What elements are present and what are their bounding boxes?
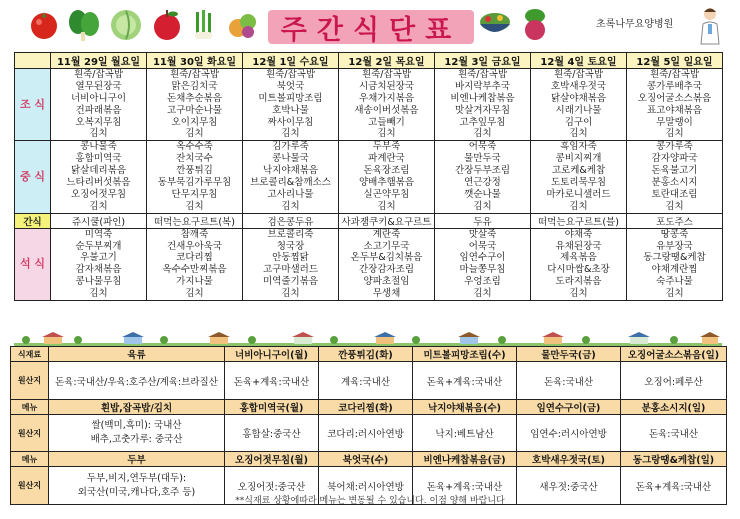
breakfast-cell: 흰죽/잡곡밥 맑은김치국 돈채추순볶음 고구마순나물 오이지무침 김치 bbox=[147, 69, 243, 141]
day-header: 12월 5일 일요일 bbox=[627, 53, 723, 69]
origin-value: 임연수:러시아연방 bbox=[517, 415, 621, 452]
origin-value: 낙지:베트남산 bbox=[413, 415, 517, 452]
lunch-cell: 옥수수죽 잔치국수 깐풍튀김 동부묵김가루무침 단무지무침 김치 bbox=[147, 141, 243, 213]
village-divider-decoration bbox=[14, 332, 722, 346]
footnote: **식재료 상황에따라 메뉴는 변동될 수 있습니다. 이점 양해 바랍니다 bbox=[235, 496, 505, 506]
origin-item-header: 육류 bbox=[49, 347, 225, 362]
lunch-cell: 두부죽 파계란국 돈육장조림 양배추햄볶음 실곤약무침 김치 bbox=[339, 141, 435, 213]
snack-cell: 떠먹는요구르트(복) bbox=[147, 213, 243, 228]
origin-row-label: 식재료 bbox=[11, 347, 49, 362]
origin-item-header: 너비아니구이(월) bbox=[225, 347, 319, 362]
radish-icon bbox=[518, 8, 552, 42]
origin-value: 계육:국내산 bbox=[319, 362, 413, 400]
vegetables-icon bbox=[226, 8, 260, 42]
origin-row-label: 메뉴 bbox=[11, 452, 49, 467]
dinner-cell: 참깨죽 건새우아욱국 코다리찜 옥수수만찌볶음 가지나물 김치 bbox=[147, 228, 243, 300]
snack-cell: 검은콩두유 bbox=[243, 213, 339, 228]
corner-cell bbox=[15, 53, 51, 69]
origin-item-header: 물만두국(금) bbox=[517, 347, 621, 362]
breakfast-row bbox=[15, 69, 723, 141]
origin-value: 오징어젓:중국산 bbox=[225, 467, 319, 505]
origin-item-header: 미트볼피망조림(수) bbox=[413, 347, 517, 362]
origin-value: 코다리:러시아연방 bbox=[319, 415, 413, 452]
origin-header-row bbox=[11, 400, 727, 415]
dinner-cell: 계란죽 소고기무국 온두부&김치볶음 간장감자조림 양파초절임 무생채 bbox=[339, 228, 435, 300]
lunch-row bbox=[15, 141, 723, 213]
green-onion-icon bbox=[188, 8, 220, 42]
breakfast-cell: 흰죽/잡곡밥 바지락부추국 비엔나케찹볶음 맛살겨자무침 고추잎무침 김치 bbox=[435, 69, 531, 141]
origin-item-header: 오징어젓무침(월) bbox=[225, 452, 319, 467]
origin-item-header: 흰밥,잡곡밥/김치 bbox=[49, 400, 225, 415]
apple-icon bbox=[150, 8, 184, 42]
origin-header-row bbox=[11, 452, 727, 467]
origin-value: 새우젓:중국산 bbox=[517, 467, 621, 505]
origin-value-row bbox=[11, 362, 727, 400]
lunch-label: 중 식 bbox=[15, 141, 51, 213]
origin-item-header: 깐풍튀김(화) bbox=[319, 347, 413, 362]
dinner-cell: 맛살죽 어묵국 임연수구이 마늘쫑무침 우엉조림 김치 bbox=[435, 228, 531, 300]
day-header: 11월 29일 월요일 bbox=[51, 53, 147, 69]
origin-row-label: 원산지 bbox=[11, 467, 49, 505]
origin-item-header: 홍합미역국(월) bbox=[225, 400, 319, 415]
breakfast-cell: 흰죽/잡곡밥 호박새우젓국 닭살야채볶음 시래기나물 김구이 김치 bbox=[531, 69, 627, 141]
cabbage-icon bbox=[106, 8, 146, 42]
spinach-icon bbox=[66, 8, 102, 42]
origin-header-row bbox=[11, 347, 727, 362]
breakfast-cell: 흰죽/잡곡밥 콩가루배추국 오징어굴소스볶음 표고야채볶음 무말랭이 김치 bbox=[627, 69, 723, 141]
lunch-cell: 콩가루죽 감자양파국 돈육불고기 분홍소시지 토란대조림 김치 bbox=[627, 141, 723, 213]
origin-value: 홍합살:중국산 bbox=[225, 415, 319, 452]
dinner-cell: 야채죽 유채된장국 제육볶음 다시마쌈&초장 도라지볶음 김치 bbox=[531, 228, 627, 300]
snack-label: 간식 bbox=[15, 213, 51, 228]
snack-row bbox=[15, 213, 723, 228]
origin-item-header: 북엇국(수) bbox=[319, 452, 413, 467]
origin-table bbox=[10, 346, 727, 505]
origin-value: 돈육+계육:국내산 bbox=[621, 467, 727, 505]
origin-value: 돈육:국내산/우육:호주산/계육:브라질산 bbox=[49, 362, 225, 400]
header bbox=[0, 0, 740, 50]
tomato-icon bbox=[28, 8, 60, 40]
origin-row-label: 원산지 bbox=[11, 415, 49, 452]
origin-item-header: 오징어굴소스볶음(일) bbox=[621, 347, 727, 362]
origin-value: 쌀(백미,흑미): 국내산 배추,고춧가루: 중국산 bbox=[49, 415, 225, 452]
page-title: 주간식단표 bbox=[268, 10, 474, 44]
dinner-cell: 땅콩죽 유부장국 동그랑땡&케찹 야채계란찜 숙주나물 김치 bbox=[627, 228, 723, 300]
origin-item-header: 호박새우젓국(토) bbox=[517, 452, 621, 467]
breakfast-label: 조 식 bbox=[15, 69, 51, 141]
weekly-menu-table bbox=[14, 52, 723, 301]
day-header: 11월 30일 화요일 bbox=[147, 53, 243, 69]
origin-item-header: 분홍소시지(일) bbox=[621, 400, 727, 415]
snack-cell: 사과잼쿠키&요구르트 bbox=[339, 213, 435, 228]
snack-cell: 떠먹는요구르트(블) bbox=[531, 213, 627, 228]
origin-value: 돈육:국내산 bbox=[621, 415, 727, 452]
origin-item-header: 낙지야채볶음(수) bbox=[413, 400, 517, 415]
lunch-cell: 콩나물죽 홍합미역국 닭살데리볶음 느타리버섯볶음 오징어젓무침 김치 bbox=[51, 141, 147, 213]
salad-bowl-icon bbox=[478, 8, 512, 38]
origin-value: 돈육+계육:국내산 bbox=[413, 467, 517, 505]
origin-row-label: 메뉴 bbox=[11, 400, 49, 415]
lunch-cell: 어묵죽 물만두국 간장두부조림 연근강정 깻순나물 김치 bbox=[435, 141, 531, 213]
lunch-cell: 김가루죽 콩나물국 낙지야채볶음 브로콜리&참깨소스 고사리나물 김치 bbox=[243, 141, 339, 213]
dinner-cell: 미역죽 순두부찌개 우불고기 감자채볶음 콩나물무침 김치 bbox=[51, 228, 147, 300]
snack-cell: 포도주스 bbox=[627, 213, 723, 228]
dinner-label: 석 식 bbox=[15, 228, 51, 300]
doctor-icon bbox=[698, 6, 722, 46]
origin-item-header: 코다리찜(화) bbox=[319, 400, 413, 415]
origin-value: 북어채:러시아연방 bbox=[319, 467, 413, 505]
breakfast-cell: 흰죽/잡곡밥 북엇국 미트볼피망조림 호박나물 짜사이무침 김치 bbox=[243, 69, 339, 141]
hospital-name: 초록나무요양병원 bbox=[596, 19, 674, 30]
origin-value: 오징어:페루산 bbox=[621, 362, 727, 400]
day-header: 12월 2일 목요일 bbox=[339, 53, 435, 69]
day-header: 12월 1일 수요일 bbox=[243, 53, 339, 69]
dinner-row bbox=[15, 228, 723, 300]
origin-item-header: 두부 bbox=[49, 452, 225, 467]
origin-value: 돈육+계육:국내산 bbox=[225, 362, 319, 400]
dinner-cell: 브로콜리죽 청국장 안동찜닭 고구마샐러드 미역줄기볶음 김치 bbox=[243, 228, 339, 300]
day-header: 12월 3일 금요일 bbox=[435, 53, 531, 69]
snack-cell: 쥬시쿨(파인) bbox=[51, 213, 147, 228]
origin-item-header: 임연수구이(금) bbox=[517, 400, 621, 415]
breakfast-cell: 흰죽/잡곡밥 열무된장국 너비아니구이 건파래볶음 오복지무침 김치 bbox=[51, 69, 147, 141]
origin-value: 돈육+계육:국내산 bbox=[413, 362, 517, 400]
lunch-cell: 흑임자죽 콩비지찌개 고로케&케찹 도토리묵무침 마카로니샐러드 김치 bbox=[531, 141, 627, 213]
origin-value: 돈육:국내산 bbox=[517, 362, 621, 400]
origin-item-header: 비엔나케찹볶음(금) bbox=[413, 452, 517, 467]
origin-row-label: 원산지 bbox=[11, 362, 49, 400]
origin-value-row bbox=[11, 415, 727, 452]
snack-cell: 두유 bbox=[435, 213, 531, 228]
breakfast-cell: 흰죽/잡곡밥 시금치된장국 우채가지볶음 새송이버섯볶음 고들빼기 김치 bbox=[339, 69, 435, 141]
day-header-row bbox=[15, 53, 723, 69]
origin-item-header: 동그랑땡&케찹(일) bbox=[621, 452, 727, 467]
day-header: 12월 4일 토요일 bbox=[531, 53, 627, 69]
origin-value: 두부,비지,연두부(대두): 외국산(미국,캐나다,호주 등) bbox=[49, 467, 225, 505]
